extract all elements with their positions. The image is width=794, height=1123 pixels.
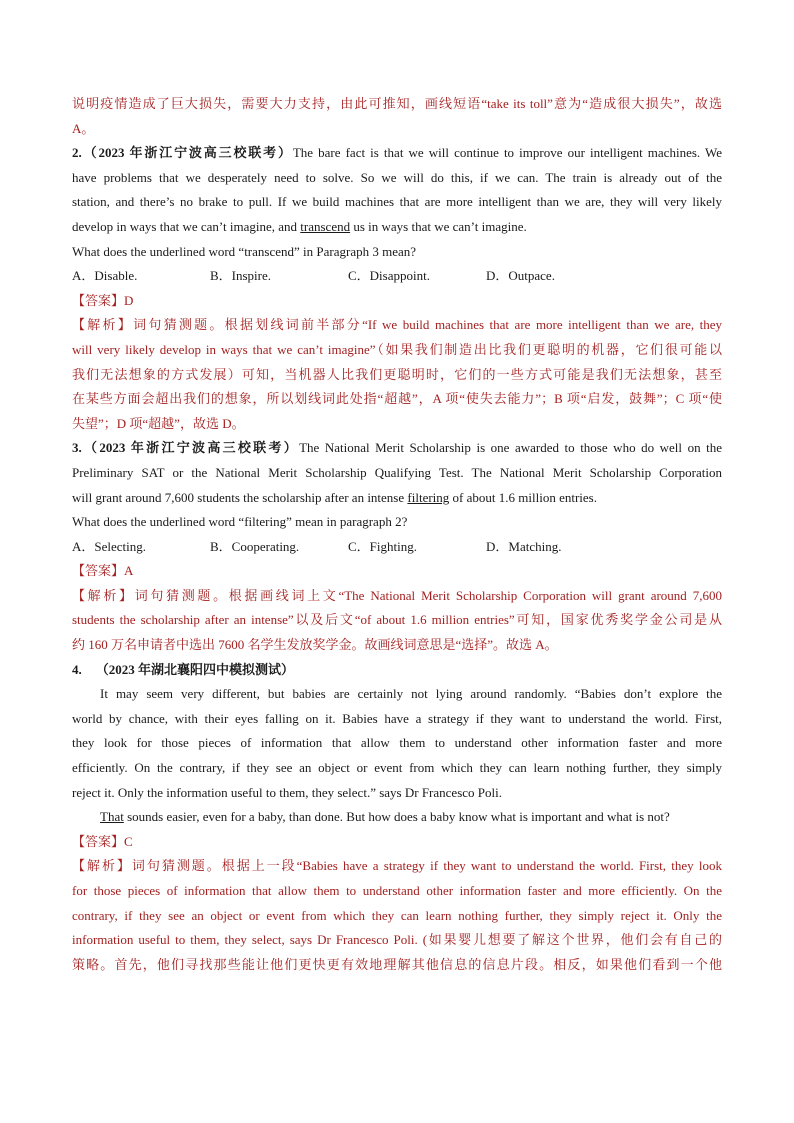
- passage-text: develop in ways that we can’t imagine, and: [72, 218, 301, 234]
- option-c: C．Fighting.: [348, 538, 417, 554]
- underlined-word: filtering: [407, 489, 450, 505]
- question-4-analysis-line: [72, 854, 722, 879]
- question-number: 4.: [72, 661, 82, 677]
- question-3-passage-line: [72, 486, 722, 511]
- answer-value: C: [124, 833, 133, 849]
- analysis-label: 【解析】: [72, 587, 135, 603]
- question-3-options: [72, 535, 722, 560]
- passage-text: efficiently. On the contrary, if they see an object or event from which they can learn nothing further, they simply: [72, 760, 722, 776]
- analysis-text: 策略。首先，他们寻找那些能让他们更快更有效地理解其他信息的信息片段。相反，如果他们看到一个他: [72, 956, 722, 972]
- question-3-analysis-line: [72, 584, 722, 609]
- answer-value: A: [124, 563, 134, 579]
- passage-text: they look for those pieces of information that allow them to understand other information faster and more: [72, 735, 722, 751]
- question-4-analysis-line: [72, 928, 722, 953]
- question-4-passage-line: [72, 707, 722, 732]
- option-d: D．Outpace.: [486, 268, 555, 284]
- underlined-word: That: [100, 809, 124, 825]
- analysis-text: for those pieces of information that allow them to understand other information faster and more efficiently. On the: [72, 883, 722, 898]
- question-number: 2.: [72, 145, 82, 161]
- question-number: 3.: [72, 440, 82, 456]
- question-2-prompt: [72, 240, 722, 265]
- question-2-passage-line: [72, 141, 722, 166]
- passage-text: The bare fact is that we will continue to improve our intelligent machines. We: [292, 145, 722, 161]
- question-source: （2023 年浙江宁波高三校联考）: [81, 440, 300, 456]
- question-4-answer: [72, 830, 722, 855]
- passage-text: station, and there’s no brake to pull. If we build machines that are more intelligent than we are, they will very likely: [72, 194, 722, 210]
- answer-value: D: [124, 292, 134, 308]
- passage-text: us in ways that we can’t imagine.: [350, 218, 527, 234]
- passage-text: The National Merit Scholarship is one awarded to those who do well on the: [299, 440, 722, 456]
- question-source: （2023 年浙江宁波高三校联考）: [81, 145, 293, 161]
- option-a: A．Disable.: [72, 268, 138, 284]
- question-4-passage-line: [72, 682, 722, 707]
- question-3-passage-line: [72, 461, 722, 486]
- analysis-text: will very likely develop in ways that we can’t imagine”（如果我们制造出比我们更聪明的机器，它们很可能以: [72, 341, 722, 357]
- analysis-label: 【解析】: [72, 858, 132, 874]
- passage-text: It may seem very different, but babies are certainly not lying around randomly. “Babies don’t explore the: [100, 686, 722, 702]
- passage-text: of about 1.6 million entries.: [449, 489, 597, 505]
- analysis-text: contrary, if they see an object or event from which they can learn nothing further, they simply reject it. Only the: [72, 907, 722, 923]
- question-3-analysis-line: [72, 633, 722, 658]
- question-2-analysis-line: [72, 412, 722, 437]
- question-4-passage-line: [72, 781, 722, 806]
- question-2-passage-line: [72, 215, 722, 240]
- passage-text: will grant around 7,600 students the scholarship after an intense: [72, 489, 408, 505]
- question-2-analysis-line: [72, 313, 722, 338]
- option-a: A．Selecting.: [72, 538, 147, 554]
- question-4-header: [72, 658, 722, 683]
- question-source: （2023 年湖北襄阳四中模拟测试）: [95, 661, 295, 677]
- analysis-text: 约 160 万名申请者中选出 7600 名学生发放奖学金。故画线词意思是“选择”。故选 A。: [72, 637, 558, 653]
- question-4-analysis-line: [72, 953, 722, 978]
- question-2-passage-line: [72, 166, 722, 191]
- passage-text: world by chance, with their eyes falling on it. Babies have a strategy if they want to understand the world. First,: [72, 710, 722, 726]
- answer-label: 【答案】: [72, 563, 125, 579]
- question-2-options: [72, 264, 722, 289]
- question-3-answer: [72, 559, 722, 584]
- question-text: What does the underlined word “transcend” in Paragraph 3 mean?: [72, 243, 417, 259]
- question-4-passage-line: [72, 805, 722, 830]
- option-b: B．Cooperating.: [210, 538, 300, 554]
- question-2-analysis-line: [72, 363, 722, 388]
- analysis-text: 词句猜测题。根据画线词上文“The National Merit Scholarship Corporation will grant around 7,600: [134, 587, 722, 603]
- question-4-passage-line: [72, 731, 722, 756]
- passage-text: reject it. Only the information useful to them, they select.” says Dr Francesco Poli.: [72, 784, 502, 800]
- analysis-text: 词句猜测题。根据划线词前半部分“If we build machines that are more intelligent than we are, they: [133, 317, 722, 333]
- question-4-passage-line: [72, 756, 722, 781]
- analysis-continued-line: [72, 92, 722, 117]
- answer-label: 【答案】: [72, 833, 125, 849]
- analysis-text: 我们无法想象的方式发展）可知，当机器人比我们更聪明时，它们的一些方式可能是我们无法想象，甚至: [72, 366, 722, 382]
- option-b: B．Inspire.: [210, 268, 272, 284]
- question-4-analysis-line: [72, 879, 722, 904]
- analysis-text: 失望”；D 项“超越”，故选 D。: [72, 415, 245, 431]
- question-3-passage-line: [72, 436, 722, 461]
- option-c: C．Disappoint.: [348, 268, 430, 284]
- analysis-text: 在某些方面会超出我们的想象，所以划线词此处指“超越”，A 项“使失去能力”；B 项“启发，鼓舞”；C 项“使: [72, 391, 722, 407]
- question-3-prompt: [72, 510, 722, 535]
- question-2-analysis-line: [72, 387, 722, 412]
- analysis-continued-line: [72, 117, 722, 142]
- analysis-text: students the scholarship after an intense”以及后文“of about 1.6 million entries”可知，国家优秀奖学金公司是从: [72, 612, 722, 628]
- question-2-analysis-line: [72, 338, 722, 363]
- question-3-analysis-line: [72, 608, 722, 633]
- passage-text: Preliminary SAT or the National Merit Scholarship Qualifying Test. The National Merit Scholarship Corporation: [72, 464, 722, 480]
- analysis-label: 【解析】: [72, 317, 134, 333]
- question-text: What does the underlined word “filtering” mean in paragraph 2?: [72, 514, 408, 530]
- underlined-word: transcend: [300, 218, 351, 234]
- passage-text: sounds easier, even for a baby, than done. But how does a baby know what is important and what is not?: [123, 809, 670, 825]
- option-d: D．Matching.: [486, 538, 562, 554]
- analysis-text: 词句猜测题。根据上一段“Babies have a strategy if they want to understand the world. First, they look: [131, 858, 722, 874]
- question-4-analysis-line: [72, 904, 722, 929]
- answer-label: 【答案】: [72, 292, 125, 308]
- document-content: [72, 92, 722, 977]
- analysis-text: A。: [72, 120, 95, 136]
- analysis-text: 说明疫情造成了巨大损失，需要大力支持，由此可推知，画线短语“take its toll”意为“造成很大损失”，故选: [72, 96, 722, 111]
- analysis-text: information useful to them, they select, says Dr Francesco Poli. (如果婴儿想要了解这个世界，他们会有自己的: [72, 932, 722, 948]
- passage-text: have problems that we desperately need to solve. So we will do this, if we can. The train is already out of the: [72, 169, 722, 185]
- question-2-answer: [72, 289, 722, 314]
- question-2-passage-line: [72, 190, 722, 215]
